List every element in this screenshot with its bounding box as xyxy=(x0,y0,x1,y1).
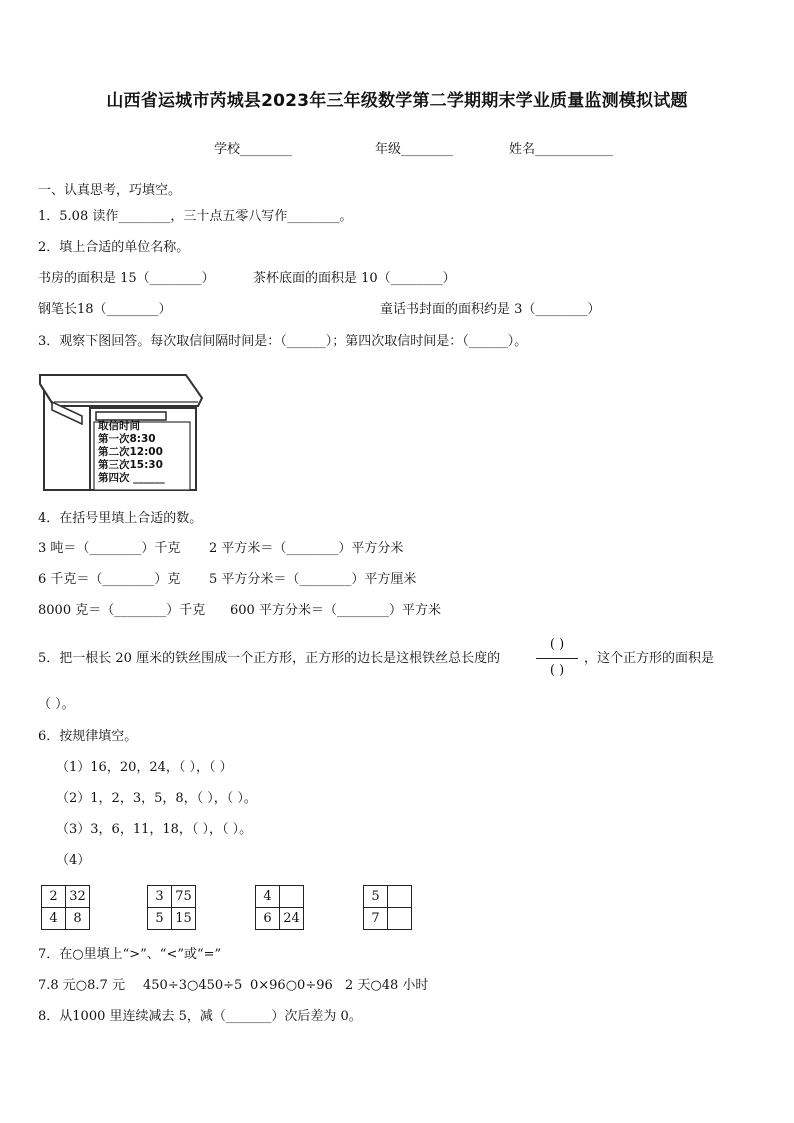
question-2-b: 茶杯底面的面积是 10（________） xyxy=(253,271,456,286)
mailbox-line: 第二次12:00 xyxy=(98,446,163,458)
grid-cell: 4 xyxy=(42,908,66,930)
grid-cell: 24 xyxy=(280,908,304,930)
grid-cell: 4 xyxy=(256,886,280,908)
mailbox-line: 第一次8:30 xyxy=(98,433,156,445)
school-field: 学校________ xyxy=(214,142,293,157)
comparison-item: 2 天○48 小时 xyxy=(345,978,429,993)
grid-cell: 15 xyxy=(172,908,196,930)
number-grid xyxy=(255,885,304,930)
question-1: 1．5.08 读作________，三十点五零八写作________。 xyxy=(38,209,353,224)
number-grid xyxy=(147,885,196,930)
question-2-c: 钢笔长18（________） xyxy=(38,302,172,317)
question-6-sub: （3）3，6，11，18，（ ），（ ）。 xyxy=(56,822,253,837)
question-4-item: 3 吨＝（________）千克 xyxy=(38,541,181,556)
mailbox-line: 第四次 ______ xyxy=(98,472,165,484)
fraction-blank xyxy=(534,636,580,682)
grid-cell xyxy=(280,886,304,908)
question-5-text-end: ，这个正方形的面积是 xyxy=(584,651,715,666)
grid-cell: 5 xyxy=(364,886,388,908)
mailbox-figure xyxy=(38,372,208,497)
grid-cell: 32 xyxy=(66,886,90,908)
question-5-text: 5．把一根长 20 厘米的铁丝围成一个正方形，正方形的边长是这根铁丝总长度的 xyxy=(38,651,501,666)
question-4-item: 6 千克＝（________）克 xyxy=(38,572,181,587)
question-4-item: 2 平方米＝（________）平方分米 xyxy=(209,541,404,556)
question-5-answer: （ ）。 xyxy=(38,697,75,712)
mailbox-line: 第三次15:30 xyxy=(98,459,163,471)
question-2-d: 童话书封面的面积约是 3（________） xyxy=(380,302,601,317)
page-title: 山西省运城市芮城县2023年三年级数学第二学期期末学业质量监测模拟试题 xyxy=(106,91,688,111)
question-2-a: 书房的面积是 15（________） xyxy=(38,271,215,286)
question-6-sub: （4） xyxy=(56,853,91,868)
question-6-stem: 6．按规律填空。 xyxy=(38,729,138,744)
question-6-sub: （2）1，2，3，5，8，（ ），（ ）。 xyxy=(56,791,257,806)
name-field: 姓名____________ xyxy=(509,142,614,157)
section-heading: 一、认真思考，巧填空。 xyxy=(38,183,182,198)
question-4-item: 600 平方分米＝（________）平方米 xyxy=(230,603,441,618)
grid-cell: 3 xyxy=(148,886,172,908)
grid-cell xyxy=(388,908,412,930)
grid-cell: 5 xyxy=(148,908,172,930)
question-4-stem: 4．在括号里填上合适的数。 xyxy=(38,511,203,526)
fraction-denominator: ( ) xyxy=(549,663,565,678)
question-7-stem: 7．在○里填上“>”、“<”或“=” xyxy=(38,947,222,962)
grid-cell: 8 xyxy=(66,908,90,930)
grade-field: 年级________ xyxy=(375,142,454,157)
number-grid xyxy=(363,885,412,930)
grid-cell: 6 xyxy=(256,908,280,930)
fraction-bar xyxy=(536,658,578,659)
grid-cell: 75 xyxy=(172,886,196,908)
fraction-numerator: ( ) xyxy=(549,637,565,652)
comparison-item: 7.8 元○8.7 元 xyxy=(38,978,125,993)
comparison-item: 450÷3○450÷5 xyxy=(143,978,243,993)
question-6-sub: （1）16，20，24，（ ），（ ） xyxy=(56,760,233,775)
question-8: 8．从1000 里连续减去 5，减（_______）次后差为 0。 xyxy=(38,1009,362,1024)
grid-cell xyxy=(388,886,412,908)
grid-cell: 2 xyxy=(42,886,66,908)
question-2-stem: 2．填上合适的单位名称。 xyxy=(38,240,190,255)
comparison-item: 0×96○0÷96 xyxy=(250,978,333,993)
number-grid xyxy=(41,885,90,930)
grid-cell: 7 xyxy=(364,908,388,930)
question-4-item: 8000 克＝（________）千克 xyxy=(38,603,206,618)
mailbox-heading: 取信时间 xyxy=(98,420,140,432)
question-4-item: 5 平方分米＝（________）平方厘米 xyxy=(209,572,417,587)
question-3-stem: 3．观察下图回答。每次取信间隔时间是：（______）；第四次取信时间是：（______）。 xyxy=(38,334,528,349)
